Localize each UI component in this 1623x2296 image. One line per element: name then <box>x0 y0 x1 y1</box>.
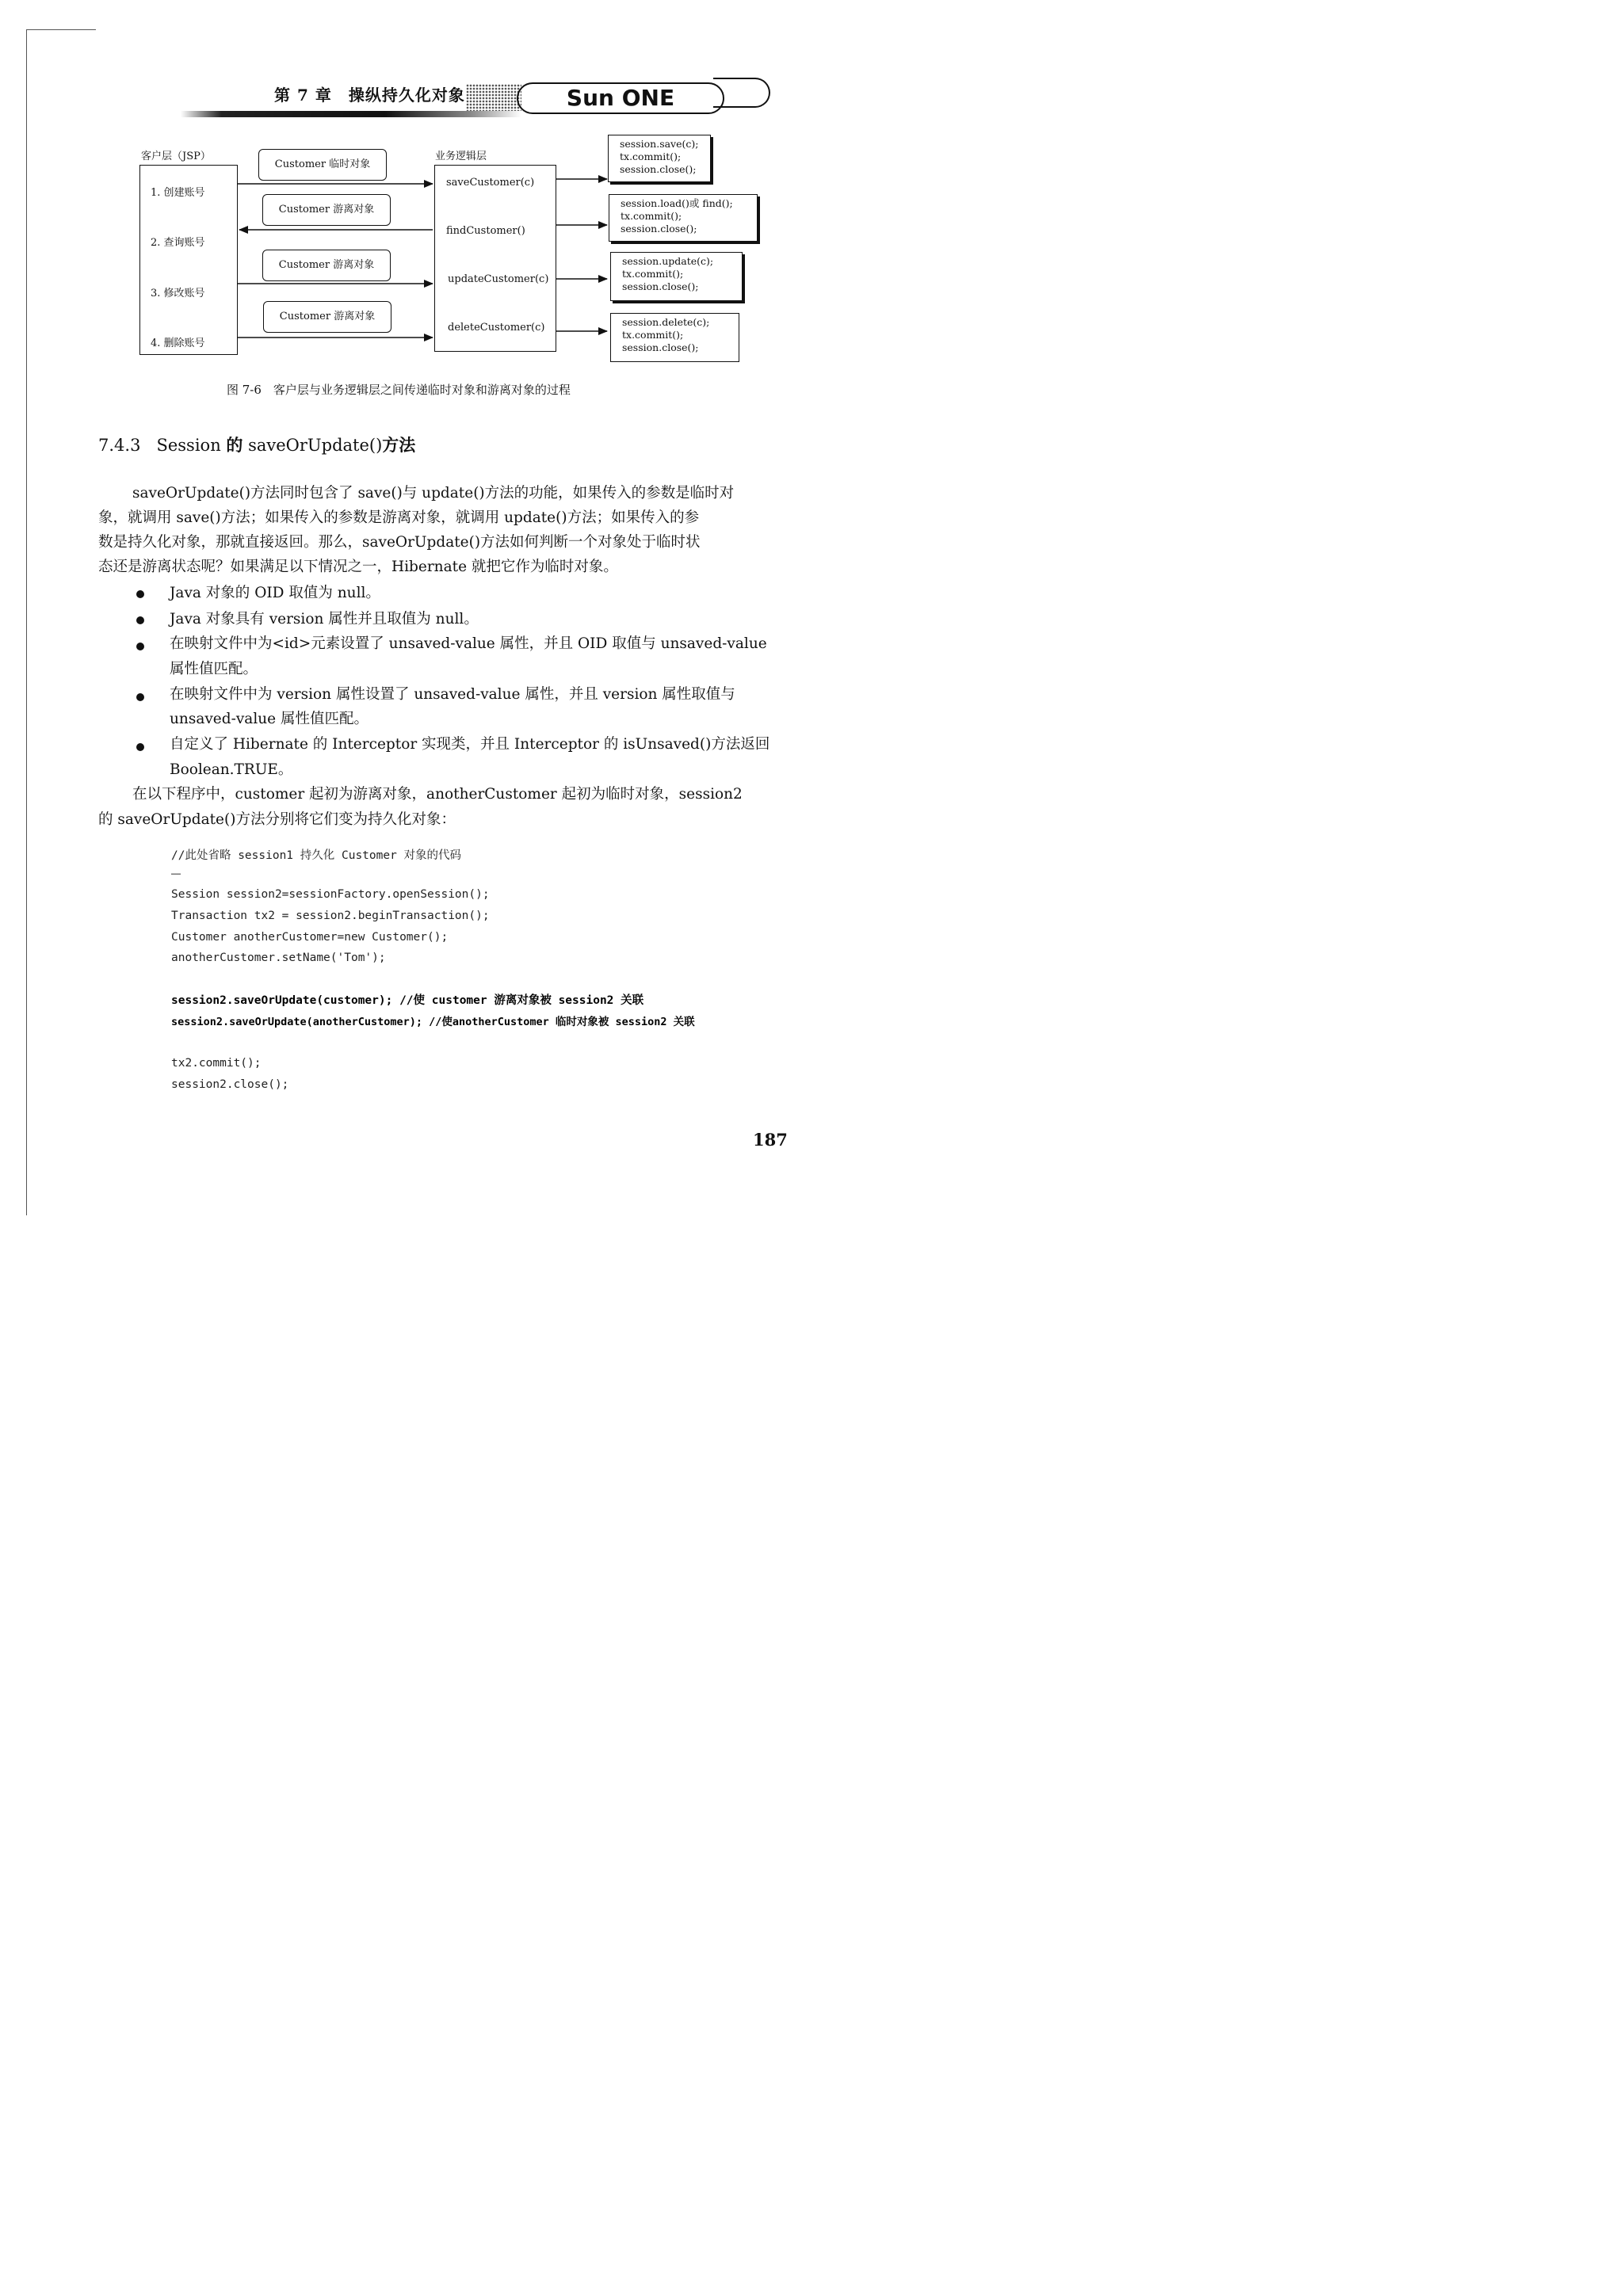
session-line: session.load()或 find(); <box>621 197 733 209</box>
bullet-marker <box>136 616 144 624</box>
section-title-bold: 的 <box>226 435 243 455</box>
session-line: tx.commit(); <box>622 268 684 280</box>
method-find-customer: findCustomer() <box>446 225 525 237</box>
code-line-4: anotherCustomer.setName('Tom'); <box>171 952 386 964</box>
message-detached-customer-find: Customer 游离对象 <box>262 194 391 226</box>
business-layer-label: 业务逻辑层 <box>435 151 487 162</box>
session-line: session.close(); <box>622 341 699 353</box>
figure-caption: 图 7-6 客户层与业务逻辑层之间传递临时对象和游离对象的过程 <box>227 383 571 397</box>
section-number: 7.4.3 <box>98 436 141 455</box>
figure-7-6 <box>0 0 879 372</box>
bullet-marker <box>136 643 144 650</box>
code-line-3: Customer anotherCustomer=new Customer(); <box>171 931 449 944</box>
message-detached-customer-update: Customer 游离对象 <box>262 250 391 281</box>
session-line: tx.commit(); <box>621 210 682 222</box>
code-bold-line-1: session2.saveOrUpdate(customer); //使 customer 游离对象被 session2 关联 <box>171 994 644 1007</box>
closing-line-1: 在以下程序中，customer 起初为游离对象，anotherCustomer 起初为临时对象，session2 <box>132 786 743 803</box>
chapter-title: 第 7 章 操纵持久化对象 <box>274 86 465 105</box>
section-title-prefix: Session <box>156 436 227 455</box>
intro-line-1: saveOrUpdate()方法同时包含了 save()与 update()方法的功能，如果传入的参数是临时对 <box>132 485 735 502</box>
bullet-5-line-1: 自定义了 Hibernate 的 Interceptor 实现类，并且 Interceptor 的 isUnsaved()方法返回 <box>170 736 770 753</box>
session-line: session.close(); <box>620 163 697 175</box>
bullet-4-line-2: unsaved-value 属性值匹配。 <box>170 711 369 727</box>
bullet-3-line-2: 属性值匹配。 <box>170 661 258 677</box>
session-box-delete <box>610 313 739 362</box>
client-item-query: 2. 查询账号 <box>151 237 205 249</box>
method-update-customer: updateCustomer(c) <box>448 273 549 285</box>
method-save-customer: saveCustomer(c) <box>446 177 535 189</box>
code-ellipsis: …… <box>171 868 181 877</box>
intro-line-3: 数是持久化对象，那就直接返回。那么，saveOrUpdate()方法如何判断一个对象处于临时状 <box>98 534 701 551</box>
bullet-1: Java 对象的 OID 取值为 null。 <box>170 585 380 601</box>
session-line: session.delete(c); <box>622 316 710 328</box>
bullet-marker <box>136 743 144 751</box>
code-closing-line-2: session2.close(); <box>171 1078 289 1091</box>
closing-line-2: 的 saveOrUpdate()方法分别将它们变为持久化对象： <box>98 811 456 828</box>
session-line: session.save(c); <box>620 138 699 150</box>
session-box-save <box>608 135 711 182</box>
method-delete-customer: deleteCustomer(c) <box>448 322 545 334</box>
bullet-marker <box>136 590 144 598</box>
intro-line-2: 象，就调用 save()方法；如果传入的参数是游离对象，就调用 update()方法；如果传入的参 <box>98 509 700 526</box>
bullet-2: Java 对象具有 version 属性并且取值为 null。 <box>170 611 479 627</box>
section-title-suffix: saveOrUpdate() <box>242 436 383 455</box>
session-line: tx.commit(); <box>622 329 684 341</box>
page-number: 187 <box>753 1130 788 1150</box>
bullet-3-line-1: 在映射文件中为<id>元素设置了 unsaved-value 属性，并且 OID 取值与 unsaved-value <box>170 635 767 652</box>
session-line: session.update(c); <box>622 255 714 267</box>
intro-line-4: 态还是游离状态呢？如果满足以下情况之一，Hibernate 就把它作为临时对象。 <box>98 559 618 575</box>
client-item-update: 3. 修改账号 <box>151 288 205 299</box>
message-detached-customer-delete: Customer 游离对象 <box>263 301 391 333</box>
sun-one-logo: Sun ONE <box>517 82 724 114</box>
bullet-4-line-1: 在映射文件中为 version 属性设置了 unsaved-value 属性，并且 version 属性取值与 <box>170 686 735 703</box>
client-item-delete: 4. 删除账号 <box>151 338 205 349</box>
client-layer-label: 客户层（JSP） <box>141 151 211 162</box>
bullet-marker <box>136 693 144 701</box>
code-bold-line-2: session2.saveOrUpdate(anotherCustomer); //使anotherCustomer 临时对象被 session2 关联 <box>171 1016 695 1028</box>
message-transient-customer: Customer 临时对象 <box>258 149 387 181</box>
section-heading <box>98 433 415 456</box>
bullet-5-line-2: Boolean.TRUE。 <box>170 761 293 778</box>
session-line: session.close(); <box>622 280 699 292</box>
session-box-update <box>610 252 743 301</box>
code-closing-line-1: tx2.commit(); <box>171 1057 262 1070</box>
session-line: session.close(); <box>621 223 697 235</box>
code-line-2: Transaction tx2 = session2.beginTransaction(); <box>171 910 490 922</box>
code-line-1: Session session2=sessionFactory.openSession(); <box>171 888 490 901</box>
client-item-create: 1. 创建账号 <box>151 187 205 199</box>
session-box-find <box>609 194 758 242</box>
section-title-bold2: 方法 <box>382 435 416 455</box>
session-line: tx.commit(); <box>620 151 682 162</box>
code-comment: //此处省略 session1 持久化 Customer 对象的代码 <box>171 849 462 862</box>
